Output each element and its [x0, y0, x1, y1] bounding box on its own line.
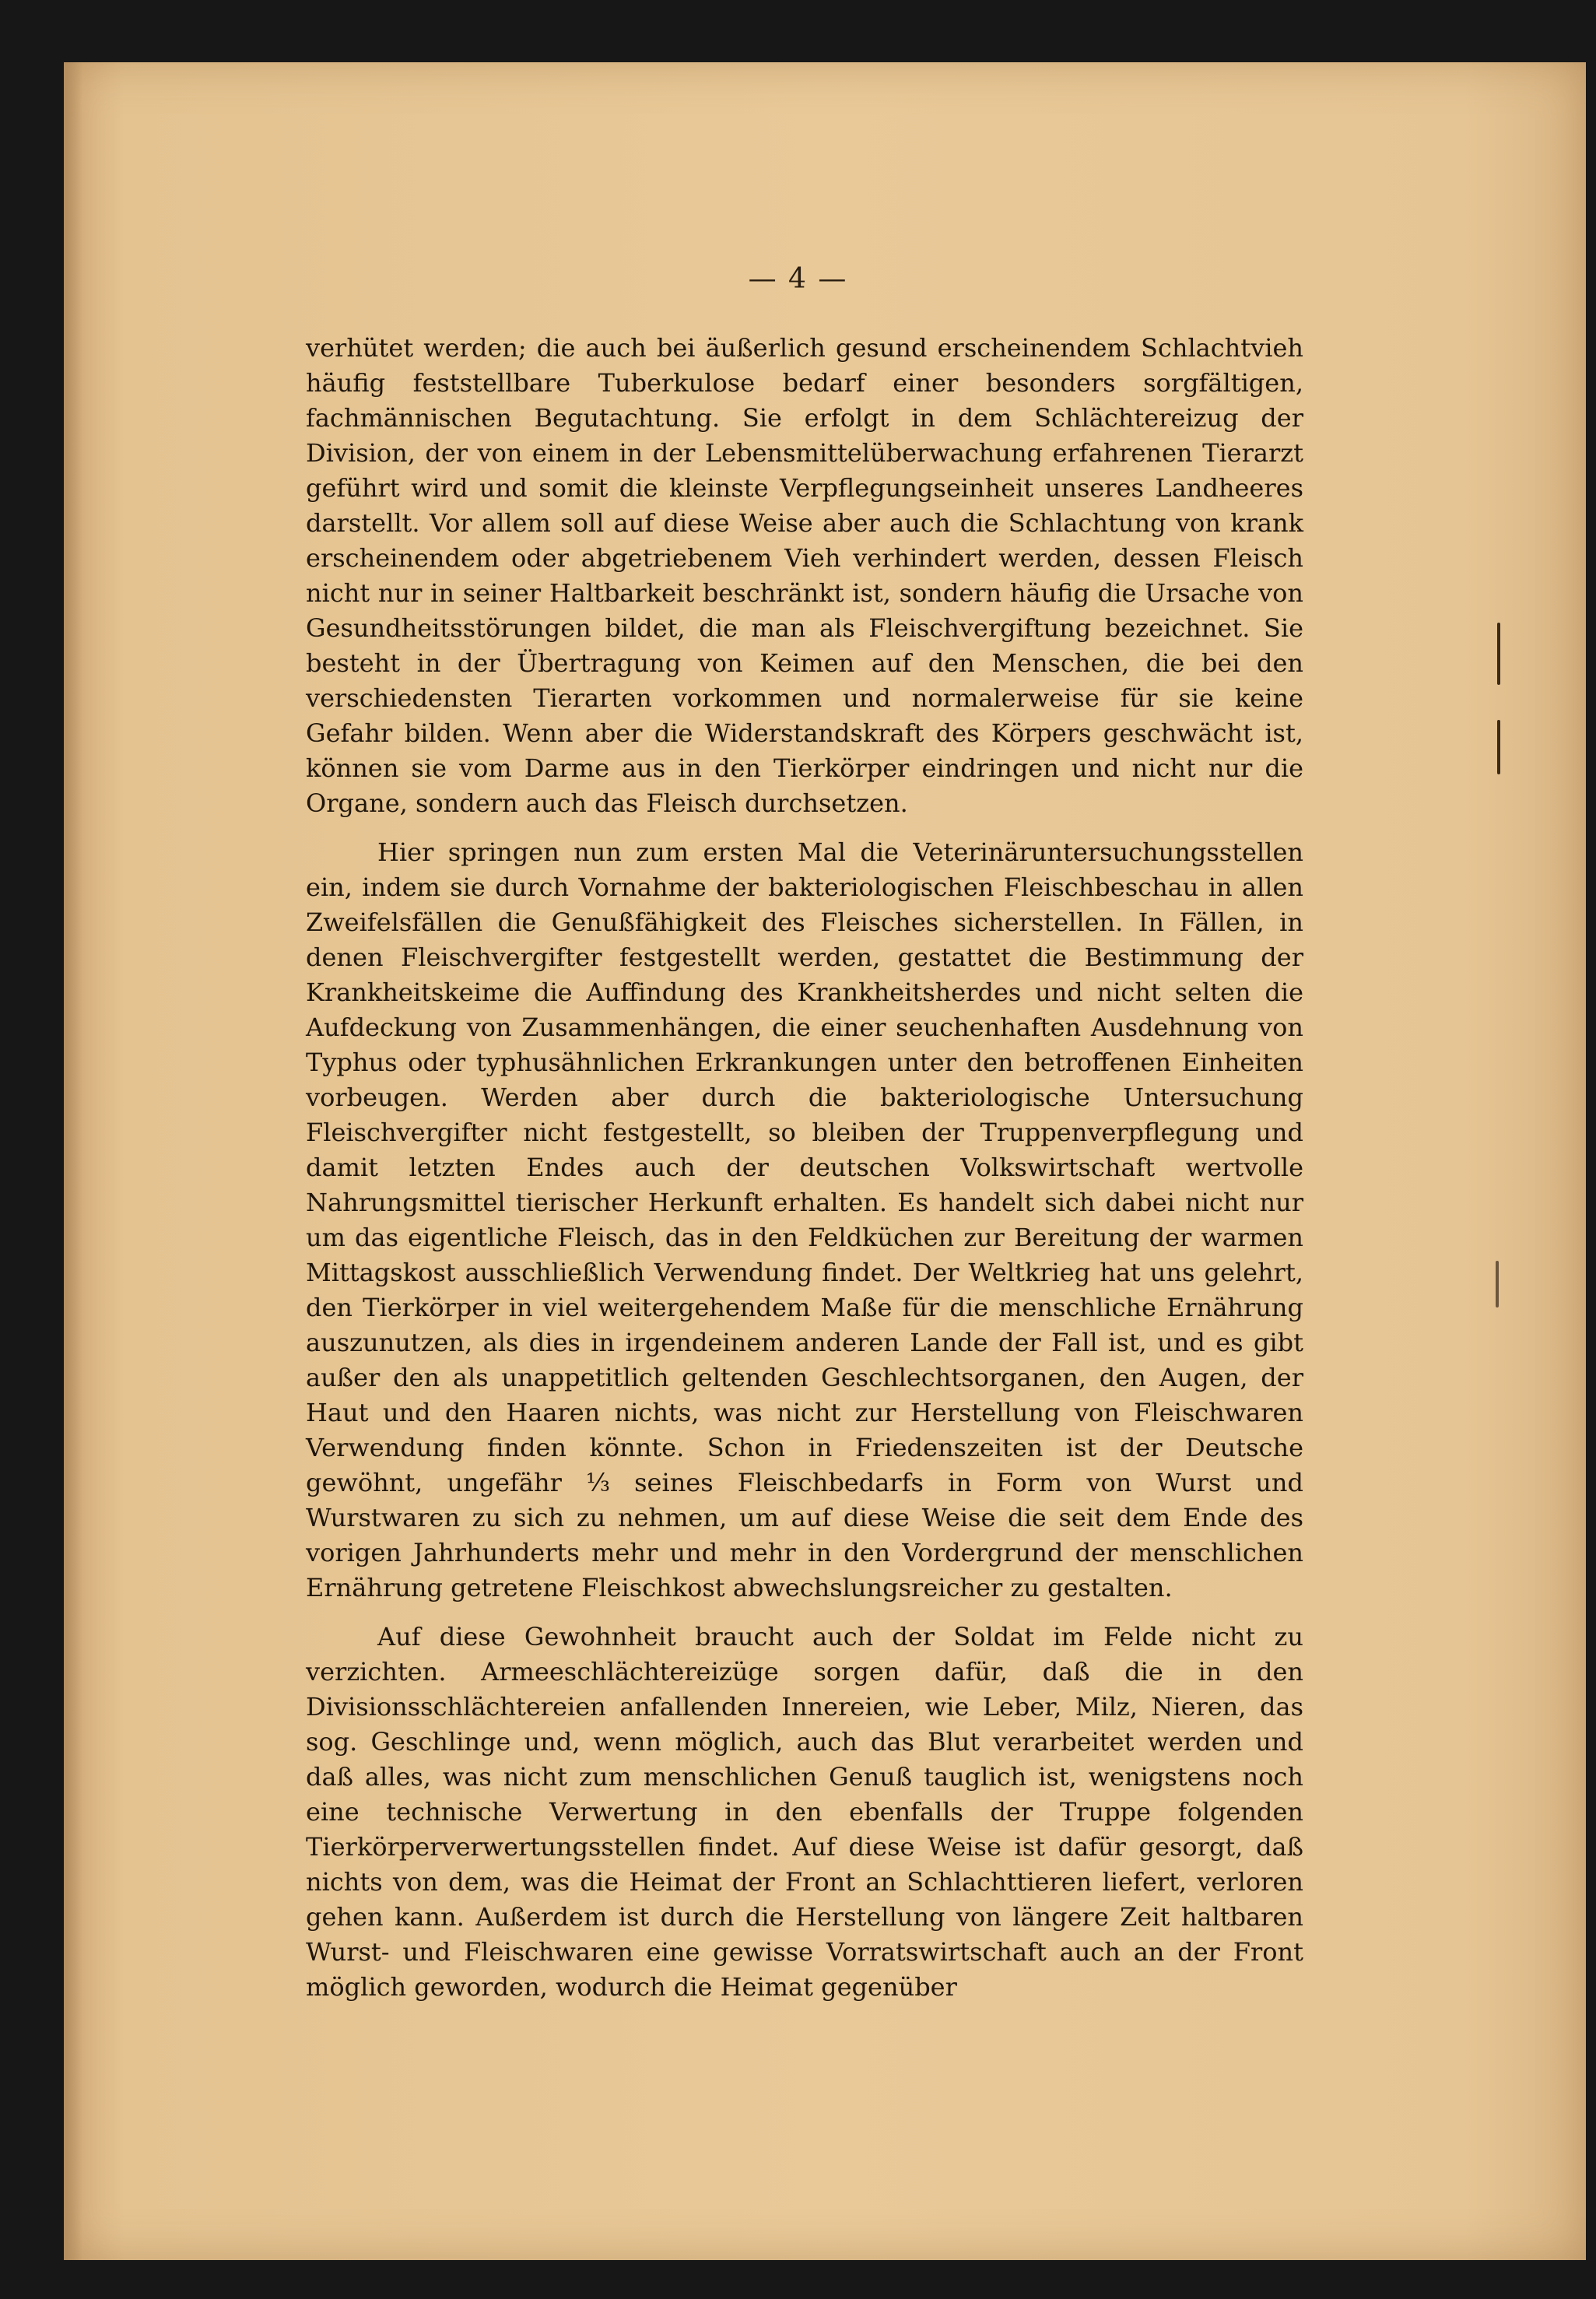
margin-mark — [1497, 720, 1500, 774]
margin-mark — [1496, 1261, 1499, 1307]
body-text — [306, 331, 1303, 2005]
page-number: — 4 — — [748, 263, 848, 295]
paragraph-1: verhütet werden; die auch bei äußerlich gesund erscheinendem Schlachtvieh häufig feststellbare Tuberkulose bedarf einer besonders sorgfältigen, fachmännischen Begutachtung. Sie erfolgt in dem Schlächtereizug der Division, der von einem in der Lebensmittelüberwachung erfahrenen Tierarzt geführt wird und somit die kleinste Verpflegungseinheit unseres Landheeres darstellt. Vor allem soll auf diese Weise aber auch die Schlachtung von krank erscheinendem oder abgetriebenem Vieh verhindert werden, dessen Fleisch nicht nur in seiner Haltbarkeit beschränkt ist, sondern häufig die Ursache von Gesundheitsstörungen bildet, die man als Fleischvergiftung bezeichnet. Sie besteht in der Übertragung von Keimen auf den Menschen, die bei den verschiedensten Tierarten vorkommen und normalerweise für sie keine Gefahr bilden. Wenn aber die Widerstandskraft des Körpers geschwächt ist, können sie vom Darme aus in den Tierkörper eindringen und nicht nur die Organe, sondern auch das Fleisch durchsetzen. — [306, 333, 1303, 818]
margin-mark — [1497, 623, 1500, 685]
paragraph-3: Auf diese Gewohnheit braucht auch der Soldat im Felde nicht zu verzichten. Armeeschlächtereizüge sorgen dafür, daß die in den Divisionsschlächtereien anfallenden Innereien, wie Leber, Milz, Nieren, das sog. Geschlinge und, wenn möglich, auch das Blut verarbeitet werden und daß alles, was nicht zum menschlichen Genuß tauglich ist, wenigstens noch eine technische Verwertung in den ebenfalls der Truppe folgenden Tierkörperverwertungsstellen findet. Auf diese Weise ist dafür gesorgt, daß nichts von dem, was die Heimat der Front an Schlachttieren liefert, verloren gehen kann. Außerdem ist durch die Herstellung von längere Zeit haltbaren Wurst- und Fleischwaren eine gewisse Vorratswirtschaft auch an der Front möglich geworden, wodurch die Heimat gegenüber — [306, 1622, 1303, 2002]
paragraph-2: Hier springen nun zum ersten Mal die Veterinäruntersuchungsstellen ein, indem sie durch Vornahme der bakteriologischen Fleischbeschau in allen Zweifelsfällen die Genußfähigkeit des Fleisches sicherstellen. In Fällen, in denen Fleischvergifter festgestellt werden, gestattet die Bestimmung der Krankheitskeime die Auffindung des Krankheitsherdes und nicht selten die Aufdeckung von Zusammenhängen, die einer seuchenhaften Ausdehnung von Typhus oder typhusähnlichen Erkrankungen unter den betroffenen Einheiten vorbeugen. Werden aber durch die bakteriologische Untersuchung Fleischvergifter nicht festgestellt, so bleiben der Truppenverpflegung und damit letzten Endes auch der deutschen Volkswirtschaft wertvolle Nahrungsmittel tierischer Herkunft erhalten. Es handelt sich dabei nicht nur um das eigentliche Fleisch, das in den Feldküchen zur Bereitung der warmen Mittagskost ausschließlich Verwendung findet. Der Weltkrieg hat uns gelehrt, den Tierkörper in viel weitergehendem Maße für die menschliche Ernährung auszunutzen, als dies in irgendeinem anderen Lande der Fall ist, und es gibt außer den als unappetitlich geltenden Geschlechtsorganen, den Augen, der Haut und den Haaren nichts, was nicht zur Herstellung von Fleischwaren Verwendung finden könnte. Schon in Friedenszeiten ist der Deutsche gewöhnt, ungefähr ⅓ seines Fleischbedarfs in Form von Wurst und Wurstwaren zu sich zu nehmen, um auf diese Weise die seit dem Ende des vorigen Jahrhunderts mehr und mehr in den Vordergrund der menschlichen Ernährung getretene Fleischkost abwechslungsreicher zu gestalten. — [306, 837, 1303, 1602]
page-binding-edge — [64, 62, 82, 2260]
